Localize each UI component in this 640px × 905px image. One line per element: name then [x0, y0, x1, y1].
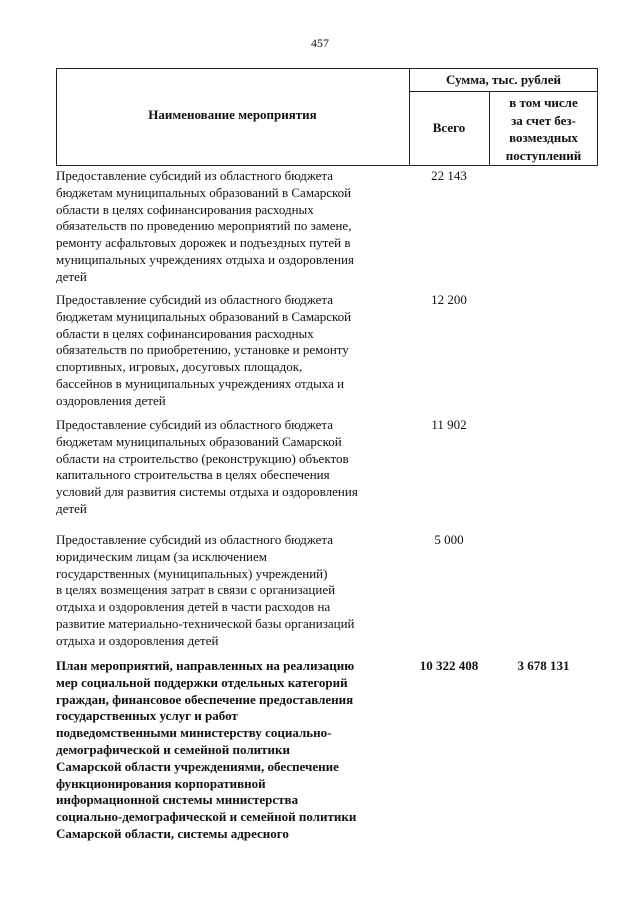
row-name [56, 166, 409, 290]
header-including-line: возмездных [509, 130, 578, 145]
table-row [56, 290, 598, 415]
row-name-line: в целях возмещения затрат в связи с организацией [56, 582, 336, 598]
header-name: Наименование мероприятия [148, 107, 317, 122]
row-name-line: обязательств по приобретению, установке и ремонту [56, 342, 349, 358]
row-name-line: Предоставление субсидий из областного бюджета [56, 292, 334, 307]
header-including-line: за счет без- [511, 112, 576, 128]
row-total: 22 143 [431, 168, 467, 183]
row-total: 5 000 [434, 532, 464, 547]
row-name-line: муниципальных учреждениях отдыха и оздоровления [56, 251, 354, 267]
header-subdivider [409, 91, 598, 92]
row-name-line: бюджетам муниципальных образований в Самарской [56, 184, 352, 200]
row-name-line: детей [56, 268, 87, 284]
row-total: 12 200 [431, 292, 467, 307]
row-name-line: капитального строительства в целях обеспечения [56, 467, 330, 483]
row-free-receipts [489, 290, 598, 415]
row-name-line: Предоставление субсидий из областного бюджета [56, 168, 334, 183]
row-name-line: государственных услуг и работ [56, 708, 238, 724]
row-name-line: бюджетам муниципальных образований в Самарской [56, 308, 352, 324]
row-name-line: оздоровления детей [56, 392, 166, 408]
table-header [56, 68, 598, 166]
row-total: 10 322 408 [419, 658, 479, 673]
row-name [56, 656, 409, 843]
row-name-line: мер социальной поддержки отдельных категорий [56, 674, 348, 690]
row-name-line: Самарской области учреждениями, обеспечение [56, 758, 339, 774]
header-sum: Сумма, тыс. рублей [446, 72, 561, 87]
header-including-line: поступлений [505, 147, 582, 163]
row-name-line: демографической и семейной политики [56, 741, 290, 757]
row-name-line: функционирования корпоративной [56, 775, 266, 791]
row-name-line: детей [56, 500, 87, 516]
row-name-line: Предоставление субсидий из областного бюджета [56, 417, 334, 432]
row-name-line: Самарской области, системы адресного [56, 825, 289, 841]
row-name [56, 530, 409, 656]
row-name-line: условий для развития системы отдыха и оздоровления [56, 484, 358, 500]
row-name-line: области в целях софинансирования расходных [56, 325, 314, 341]
table-row [56, 166, 598, 290]
row-name-line: юридическим лицам (за исключением [56, 548, 267, 564]
row-name-line: информационной системы министерства [56, 792, 299, 808]
row-name-line: области на строительство (реконструкцию) объектов [56, 450, 349, 466]
row-name [56, 415, 409, 530]
row-name-line: отдыха и оздоровления детей [56, 632, 219, 648]
page-number: 457 [311, 36, 329, 50]
row-name-line: граждан, финансовое обеспечение предоставления [56, 691, 354, 707]
row-name-line: подведомственными министерству социально- [56, 725, 332, 741]
header-total: Всего [432, 120, 466, 135]
row-free-receipts [489, 530, 598, 656]
row-name-line: государственных (муниципальных) учреждений) [56, 565, 328, 581]
header-including-line: в том числе [509, 95, 578, 110]
row-total: 11 902 [431, 417, 467, 432]
row-name-line: обязательств по проведению мероприятий по замене, [56, 218, 352, 234]
row-name-line: Предоставление субсидий из областного бюджета [56, 532, 334, 547]
row-name-line: бассейнов в муниципальных учреждениях отдыха и [56, 375, 345, 391]
row-free-receipts [489, 166, 598, 290]
row-name [56, 290, 409, 415]
row-free-receipts [489, 415, 598, 530]
row-name-line: развитие материально-технической базы организаций [56, 615, 355, 631]
table-row [56, 415, 598, 530]
header-including [489, 94, 598, 164]
row-name-line: отдыха и оздоровления детей в части расходов на [56, 599, 331, 615]
row-free-receipts: 3 678 131 [517, 658, 570, 673]
row-name-line: ремонту асфальтовых дорожек и подъездных путей в [56, 235, 351, 251]
budget-table [56, 68, 598, 843]
row-name-line: социально-демографической и семейной политики [56, 809, 357, 825]
row-name-line: спортивных, игровых, досуговых площадок, [56, 359, 303, 375]
table-row [56, 530, 598, 656]
row-name-line: области в целях софинансирования расходных [56, 201, 314, 217]
row-name-line: бюджетам муниципальных образований Самарской [56, 433, 342, 449]
row-name-line: План мероприятий, направленных на реализацию [56, 658, 355, 673]
table-row-summary [56, 656, 598, 843]
